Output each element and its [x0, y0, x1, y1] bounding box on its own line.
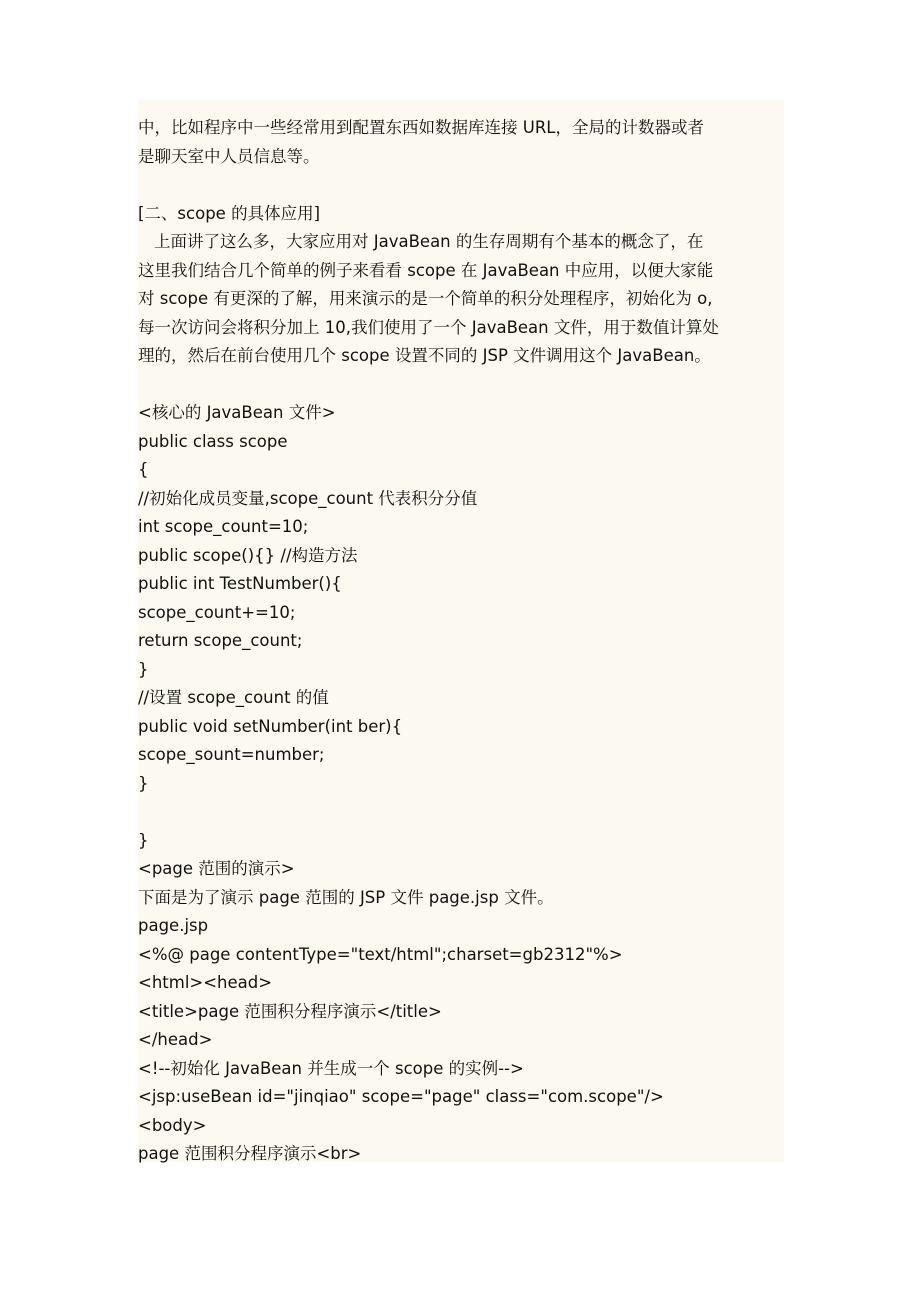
blank-line: [138, 171, 784, 200]
code-line: return scope_count;: [138, 631, 303, 650]
code-line: </head>: [138, 1030, 213, 1049]
code-line: //初始化成员变量,scope_count 代表积分分值: [138, 488, 478, 508]
code-line: {: [138, 460, 149, 479]
code-line: int scope_count=10;: [138, 517, 309, 536]
code-line: public int TestNumber(){: [138, 574, 342, 593]
page-heading: <page 范围的演示>: [138, 859, 295, 878]
code-line: public void setNumber(int ber){: [138, 716, 403, 736]
code-line: <body>: [138, 1115, 207, 1135]
code-line: public class scope: [138, 431, 288, 451]
code-line: <jsp:useBean id="jinqiao" scope="page" class="com.scope"/>: [138, 1087, 664, 1106]
code-line: scope_count+=10;: [138, 602, 296, 622]
code-line: //设置 scope_count 的值: [138, 688, 329, 707]
code-line: page.jsp: [138, 916, 209, 935]
paragraph-line-5: 理的，然后在前台使用几个 scope 设置不同的 JSP 文件调用这个 JavaBean。: [138, 346, 711, 365]
paragraph-line-3: 对 scope 有更深的了解，用来演示的是一个简单的积分处理程序，初始化为 o,: [138, 289, 713, 308]
blank-line: [138, 798, 784, 827]
code-line: }: [138, 773, 149, 793]
code-line: <title>page 范围积分程序演示</title>: [138, 1001, 442, 1021]
code-line: scope_sount=number;: [138, 745, 325, 764]
intro-line-1: 中，比如程序中一些经常用到配置东西如数据库连接 URL，全局的计数器或者: [138, 118, 704, 137]
code-line: page 范围积分程序演示<br>: [138, 1144, 362, 1163]
blank-line: [138, 371, 784, 400]
code-line: <!--初始化 JavaBean 并生成一个 scope 的实例-->: [138, 1058, 524, 1078]
code-line: }: [138, 830, 149, 850]
intro-line-2: 是聊天室中人员信息等。: [138, 146, 320, 166]
document-page: [138, 100, 784, 1162]
paragraph-line-1: 上面讲了这么多，大家应用对 JavaBean 的生存周期有个基本的概念了，在: [154, 232, 704, 251]
page-description: 下面是为了演示 page 范围的 JSP 文件 page.jsp 文件。: [138, 887, 554, 907]
document-content: [138, 114, 784, 1169]
code-line: <%@ page contentType="text/html";charset=gb2312"%>: [138, 944, 623, 964]
section-heading: [二、scope 的具体应用]: [138, 203, 321, 223]
bean-heading: <核心的 JavaBean 文件>: [138, 403, 336, 422]
paragraph-line-4: 每一次访问会将积分加上 10,我们使用了一个 JavaBean 文件，用于数值计算处: [138, 317, 719, 337]
code-line: }: [138, 659, 149, 679]
paragraph-line-2: 这里我们结合几个简单的例子来看看 scope 在 JavaBean 中应用，以便大家能: [138, 260, 714, 280]
code-line: <html><head>: [138, 973, 273, 992]
code-line: public scope(){} //构造方法: [138, 545, 358, 565]
